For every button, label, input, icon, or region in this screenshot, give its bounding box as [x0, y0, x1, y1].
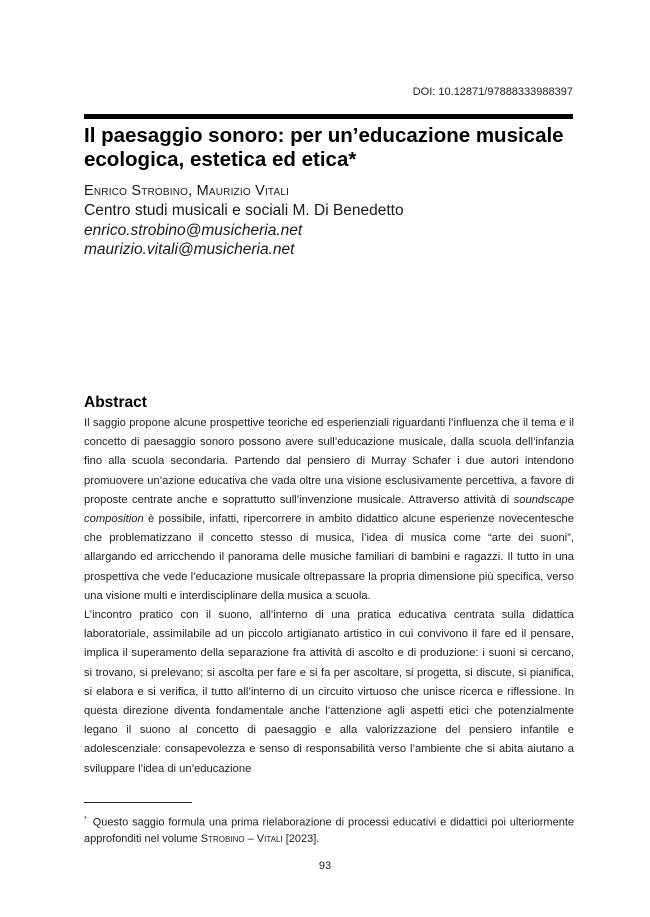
footnote-text: Questo saggio formula una prima rielaborazione di processi educativi e didattici poi ulteriormente approfonditi nel volume [84, 816, 574, 845]
footnote-text: [2023]. [282, 832, 320, 845]
affiliation: Centro studi musicali e sociali M. Di Benedetto [84, 202, 404, 219]
footnote-reference: Strobino – Vitali [200, 832, 283, 845]
title-rule [84, 114, 573, 119]
abstract-emphasis: soundscape composition [84, 493, 574, 526]
abstract-text: è possibile, infatti, ripercorrere in ambito didattico alcune esperienze novecentesche che problematizzano il concetto stesso di musica, l’idea di musica come “arte dei suoni”, allargando ed arricchendo il panorama delle musiche familiari di bambini e ragazzi. Il tutto in una prospettiva che vede l’educazione musicale oltrepassare la propria dimensione più specifica, verso una visione multi e interdisciplinare della musica a scuola. [84, 513, 574, 602]
abstract-text: Il saggio propone alcune prospettive teoriche ed esperienziali riguardanti l’influenza che il tema e il concetto di paesaggio sonoro possono avere sull’educazione musicale, dalla scuola dell’infanzia fino alla scuola secondaria. Partendo dal pensiero di Murray Schafer i due autori intendono promuovere un’azione educativa che vada oltre una visione esclusivamente percettiva, a favore di proposte centrate anche e soprattutto sull’invenzione musicale. Attraverso attività di [84, 417, 574, 506]
paper-title: Il paesaggio sonoro: per un’educazione musicale ecologica, estetica ed etica* [84, 124, 564, 171]
email-address[interactable]: maurizio.vitali@musicheria.net [84, 241, 295, 258]
footnote [84, 812, 574, 847]
abstract-paragraph [84, 414, 574, 606]
page-number: 93 [318, 860, 332, 872]
doi-label: DOI: 10.12871/97888333988397 [412, 86, 573, 98]
author-names: Enrico Strobino, Maurizio Vitali [84, 183, 290, 199]
abstract-heading: Abstract [84, 394, 147, 411]
footnote-marker: * [84, 816, 87, 823]
author-block [84, 182, 574, 260]
footnote-rule [84, 802, 192, 803]
abstract-body [84, 414, 574, 779]
abstract-paragraph: L’incontro pratico con il suono, all’interno di una pratica educativa centrata sulla didattica laboratoriale, assimilabile ad un piccolo artigianato artistico in cui convivono il fare ed il pensare, implica il superamento della separazione fra attività di ascolto e di produzione: i suoni si cercano, si trovano, si prelevano; si ascolta per fare e si fa per ascoltare, si progetta, si discute, si pianifica, si elabora e si verifica, il tutto all’interno di un circuito virtuoso che unisce ricerca e riflessione. In questa direzione diventa fondamentale anche l’attenzione agli aspetti etici che potenzialmente legano il suono al concetto di paesaggio e alla valorizzazione del pensiero infantile e adolescenziale: consapevolezza e senso di responsabilità verso l’ambiente che si abita aiutano a sviluppare l’idea di un’educazione [84, 609, 574, 775]
email-address[interactable]: enrico.strobino@musicheria.net [84, 221, 303, 239]
